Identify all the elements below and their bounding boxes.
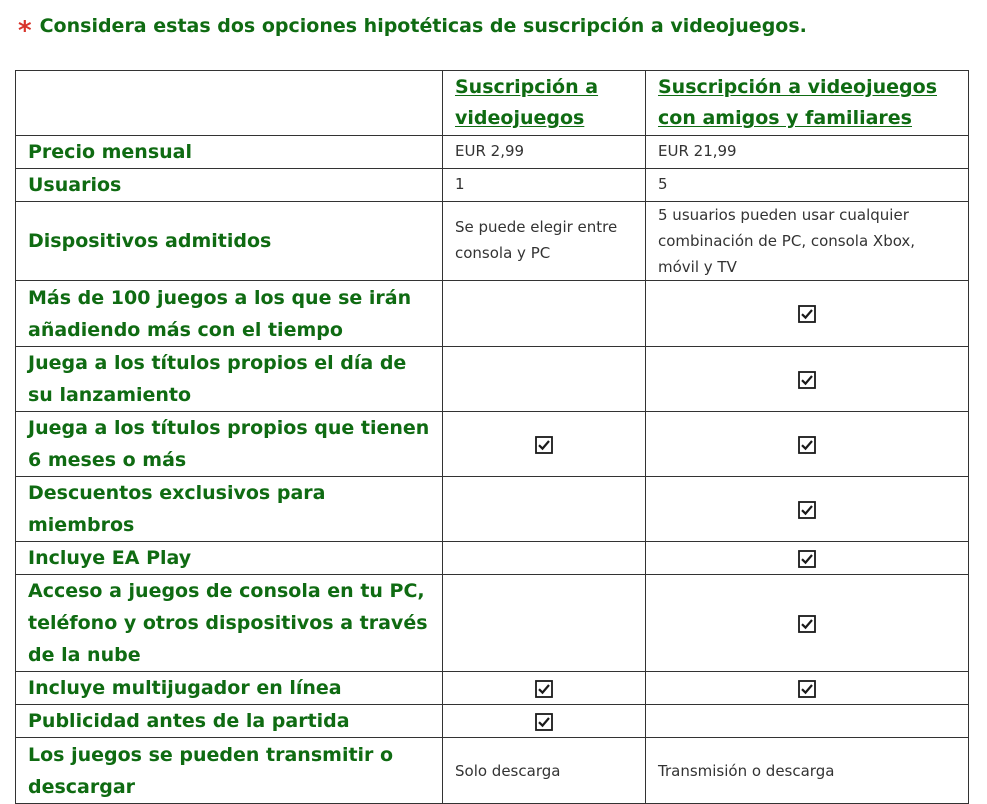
checkbox-cell-basic bbox=[443, 575, 646, 672]
row-label: Precio mensual bbox=[16, 136, 443, 169]
row-label: Descuentos exclusivos para miembros bbox=[16, 477, 443, 542]
checked-box-icon bbox=[798, 436, 816, 454]
row-label: Acceso a juegos de consola en tu PC, teléfono y otros dispositivos a través de la nube bbox=[16, 575, 443, 672]
checked-box-icon bbox=[798, 680, 816, 698]
checkbox-cell-family bbox=[646, 575, 969, 672]
table-row bbox=[16, 136, 969, 169]
cell-value: Solo descarga bbox=[443, 738, 646, 804]
comparison-table bbox=[15, 70, 969, 804]
checkbox-cell-family bbox=[646, 542, 969, 575]
table-row bbox=[16, 202, 969, 281]
row-label: Más de 100 juegos a los que se irán añadiendo más con el tiempo bbox=[16, 281, 443, 347]
column-header-basic[interactable]: Suscripción a videojuegos bbox=[443, 71, 646, 136]
checked-box-icon bbox=[535, 680, 553, 698]
cell-value: EUR 2,99 bbox=[443, 136, 646, 169]
cell-value: 5 bbox=[646, 169, 969, 202]
question-prompt bbox=[18, 8, 978, 44]
checked-box-icon bbox=[798, 305, 816, 323]
header-empty-cell bbox=[16, 71, 443, 136]
checked-box-icon bbox=[798, 550, 816, 568]
cell-value: Se puede elegir entre consola y PC bbox=[443, 202, 646, 281]
row-label: Dispositivos admitidos bbox=[16, 202, 443, 281]
checked-box-icon bbox=[798, 371, 816, 389]
checked-box-icon bbox=[798, 501, 816, 519]
table-row bbox=[16, 169, 969, 202]
table-row bbox=[16, 477, 969, 542]
cell-value: EUR 21,99 bbox=[646, 136, 969, 169]
checkbox-cell-family bbox=[646, 705, 969, 738]
checkbox-cell-family bbox=[646, 672, 969, 705]
row-label: Juega a los títulos propios que tienen 6 meses o más bbox=[16, 412, 443, 477]
table-row bbox=[16, 705, 969, 738]
checkbox-cell-basic bbox=[443, 281, 646, 347]
row-label: Usuarios bbox=[16, 169, 443, 202]
checked-box-icon bbox=[535, 436, 553, 454]
table-row bbox=[16, 672, 969, 705]
question-text: Considera estas dos opciones hipotéticas de suscripción a videojuegos. bbox=[39, 15, 807, 37]
checkbox-cell-family bbox=[646, 281, 969, 347]
cell-value: 5 usuarios pueden usar cualquier combinación de PC, consola Xbox, móvil y TV bbox=[646, 202, 969, 281]
checkbox-cell-family bbox=[646, 412, 969, 477]
checked-box-icon bbox=[798, 615, 816, 633]
row-label: Publicidad antes de la partida bbox=[16, 705, 443, 738]
checkbox-cell-basic bbox=[443, 542, 646, 575]
table-row bbox=[16, 542, 969, 575]
checked-box-icon bbox=[535, 713, 553, 731]
table-header-row bbox=[16, 71, 969, 136]
row-label: Incluye multijugador en línea bbox=[16, 672, 443, 705]
checkbox-cell-basic bbox=[443, 672, 646, 705]
row-label: Juega a los títulos propios el día de su lanzamiento bbox=[16, 347, 443, 412]
checkbox-cell-basic bbox=[443, 705, 646, 738]
table-row bbox=[16, 347, 969, 412]
table-row bbox=[16, 412, 969, 477]
required-asterisk: * bbox=[18, 16, 32, 46]
row-label: Los juegos se pueden transmitir o descargar bbox=[16, 738, 443, 804]
checkbox-cell-basic bbox=[443, 477, 646, 542]
checkbox-cell-basic bbox=[443, 412, 646, 477]
table-row bbox=[16, 738, 969, 804]
checkbox-cell-basic bbox=[443, 347, 646, 412]
column-header-family[interactable]: Suscripción a videojuegos con amigos y familiares bbox=[646, 71, 969, 136]
table-row bbox=[16, 281, 969, 347]
cell-value: Transmisión o descarga bbox=[646, 738, 969, 804]
table-row bbox=[16, 575, 969, 672]
cell-value: 1 bbox=[443, 169, 646, 202]
checkbox-cell-family bbox=[646, 347, 969, 412]
checkbox-cell-family bbox=[646, 477, 969, 542]
row-label: Incluye EA Play bbox=[16, 542, 443, 575]
